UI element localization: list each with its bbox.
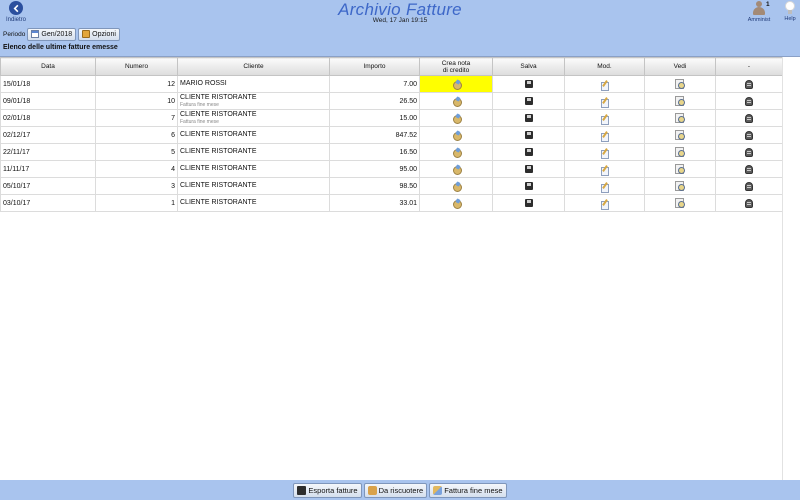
edit-icon[interactable] [601,80,609,89]
delete-icon[interactable] [745,114,753,123]
credit-note-icon[interactable] [452,80,461,89]
cell-salva[interactable] [493,144,565,161]
delete-icon[interactable] [745,182,753,191]
cell-importo: 847.52 [330,127,420,144]
cell-cliente [178,178,330,195]
cell-nota-credito[interactable] [420,76,493,93]
vertical-scrollbar[interactable] [782,57,800,480]
options-icon [82,30,90,38]
col-header-data[interactable]: Data [1,58,96,76]
month-end-invoice-label: Fattura fine mese [444,485,503,495]
view-icon[interactable] [675,198,685,208]
cell-nota-credito[interactable] [420,127,493,144]
cell-delete[interactable] [716,127,783,144]
save-icon[interactable] [525,199,533,207]
col-header-nota-credito[interactable] [420,58,493,76]
cell-salva[interactable] [493,110,565,127]
col-header-salva[interactable]: Salva [493,58,565,76]
cell-mod[interactable] [565,195,645,212]
cell-vedi[interactable] [645,127,716,144]
datetime: Wed, 17 Jan 19:15 [372,17,428,24]
cell-mod[interactable] [565,110,645,127]
cell-importo: 26.50 [330,93,420,110]
view-icon[interactable] [675,147,685,157]
delete-icon[interactable] [745,80,753,89]
save-icon[interactable] [525,131,533,139]
view-icon[interactable] [675,79,685,89]
cell-delete[interactable] [716,93,783,110]
export-invoices-button[interactable] [293,483,361,498]
client-name: CLIENTE RISTORANTE [180,199,257,206]
month-end-invoice-button[interactable] [429,483,506,498]
cell-numero: 12 [96,76,178,93]
edit-icon[interactable] [601,131,609,140]
cell-cliente [178,93,330,110]
view-icon[interactable] [675,181,685,191]
cell-importo: 95.00 [330,161,420,178]
edit-icon[interactable] [601,97,609,106]
cell-vedi[interactable] [645,144,716,161]
export-invoices-label: Esporta fatture [308,485,358,495]
cell-data: 02/12/17 [1,127,96,144]
edit-icon[interactable] [601,114,609,123]
period-button[interactable] [27,28,76,41]
cell-data: 11/11/17 [1,161,96,178]
edit-icon[interactable] [601,199,609,208]
table-row[interactable] [1,76,783,93]
user-icon [753,1,765,15]
cell-data: 02/01/18 [1,110,96,127]
period-label: Periodo [3,30,26,38]
cell-mod[interactable] [565,178,645,195]
delete-icon[interactable] [745,148,753,157]
client-subtitle: Fattura fine mese [180,119,219,125]
cell-importo: 15.00 [330,110,420,127]
cell-data: 22/11/17 [1,144,96,161]
cell-numero: 10 [96,93,178,110]
edit-icon[interactable] [601,165,609,174]
cell-delete[interactable] [716,161,783,178]
cell-data: 05/10/17 [1,178,96,195]
cell-delete[interactable] [716,144,783,161]
list-title: Elenco delle ultime fatture emesse [3,44,118,51]
col-header-vedi[interactable]: Vedi [645,58,716,76]
user-badge: 1 [766,1,770,8]
client-name: CLIENTE RISTORANTE [180,111,257,118]
cell-salva[interactable] [493,195,565,212]
help-label: Help [784,16,796,22]
edit-icon[interactable] [601,182,609,191]
cell-salva[interactable] [493,161,565,178]
calendar-icon [31,30,39,38]
header [0,0,800,56]
to-collect-button[interactable] [364,483,428,498]
cell-cliente [178,161,330,178]
credit-note-icon[interactable] [452,165,461,174]
options-button-label: Opzioni [92,30,116,38]
delete-icon[interactable] [745,97,753,106]
cell-cliente [178,195,330,212]
col-header-delete[interactable]: - [716,58,783,76]
cell-cliente [178,76,330,93]
cell-nota-credito[interactable] [420,195,493,212]
table-row[interactable] [1,144,783,161]
cell-salva[interactable] [493,178,565,195]
table-row[interactable] [1,195,783,212]
cell-numero: 5 [96,144,178,161]
cell-data: 15/01/18 [1,76,96,93]
save-icon[interactable] [525,97,533,105]
cell-data: 09/01/18 [1,93,96,110]
view-icon[interactable] [675,96,685,106]
col-header-cliente[interactable]: Cliente [178,58,330,76]
cell-numero: 1 [96,195,178,212]
client-subtitle: Fattura fine mese [180,102,219,108]
help-button[interactable] [780,1,800,22]
floppy-icon [297,486,306,495]
period-row [3,27,122,41]
cell-salva[interactable] [493,127,565,144]
save-icon[interactable] [525,165,533,173]
view-icon[interactable] [675,164,685,174]
cell-salva[interactable] [493,93,565,110]
cell-delete[interactable] [716,178,783,195]
table-row[interactable] [1,161,783,178]
cell-mod[interactable] [565,127,645,144]
cell-nota-credito[interactable] [420,144,493,161]
cell-nota-credito[interactable] [420,178,493,195]
cell-mod[interactable] [565,144,645,161]
cell-mod[interactable] [565,76,645,93]
cell-cliente [178,144,330,161]
delete-icon[interactable] [745,199,753,208]
credit-note-icon[interactable] [452,114,461,123]
cell-vedi[interactable] [645,76,716,93]
table-row[interactable] [1,178,783,195]
cell-data: 03/10/17 [1,195,96,212]
col-header-mod[interactable]: Mod. [565,58,645,76]
cell-importo: 33.01 [330,195,420,212]
table-row[interactable] [1,127,783,144]
back-label: Indietro [5,17,26,23]
client-name: CLIENTE RISTORANTE [180,165,257,172]
invoice-icon [433,486,442,495]
col-header-importo[interactable]: Importo [330,58,420,76]
cell-vedi[interactable] [645,110,716,127]
cell-importo: 98.50 [330,178,420,195]
save-icon[interactable] [525,148,533,156]
client-name: MARIO ROSSI [180,80,227,87]
delete-icon[interactable] [745,131,753,140]
table-header-row [1,58,783,76]
to-collect-label: Da riscuotere [378,485,424,495]
col-header-nota-line2: di credito [442,66,470,74]
save-icon[interactable] [525,114,533,122]
save-icon[interactable] [525,182,533,190]
footer-toolbar [0,480,800,500]
credit-note-icon[interactable] [452,97,461,106]
cell-delete[interactable] [716,195,783,212]
cell-delete[interactable] [716,76,783,93]
credit-note-icon[interactable] [452,199,461,208]
options-button[interactable] [78,28,120,41]
cell-vedi[interactable] [645,195,716,212]
credit-note-icon[interactable] [452,148,461,157]
save-icon[interactable] [525,80,533,88]
cell-vedi[interactable] [645,161,716,178]
cell-mod[interactable] [565,93,645,110]
table-body [1,76,783,212]
client-name: CLIENTE RISTORANTE [180,94,257,101]
period-button-label: Gen/2018 [41,30,73,38]
col-header-numero[interactable]: Numero [96,58,178,76]
credit-note-icon[interactable] [452,182,461,191]
table-row[interactable] [1,93,783,110]
edit-icon[interactable] [601,148,609,157]
cell-nota-credito[interactable] [420,110,493,127]
table-row[interactable] [1,110,783,127]
lightbulb-icon [785,1,795,14]
cell-mod[interactable] [565,161,645,178]
delete-icon[interactable] [745,165,753,174]
page-title: Archivio Fatture [338,0,462,19]
cell-numero: 6 [96,127,178,144]
cell-nota-credito[interactable] [420,161,493,178]
cell-cliente [178,110,330,127]
view-icon[interactable] [675,130,685,140]
cell-importo: 16.50 [330,144,420,161]
cell-numero: 3 [96,178,178,195]
cell-cliente [178,127,330,144]
cell-nota-credito[interactable] [420,93,493,110]
cell-numero: 7 [96,110,178,127]
view-icon[interactable] [675,113,685,123]
cell-importo: 7.00 [330,76,420,93]
cell-vedi[interactable] [645,93,716,110]
client-name: CLIENTE RISTORANTE [180,148,257,155]
invoice-table [0,57,783,212]
client-name: CLIENTE RISTORANTE [180,131,257,138]
col-header-nota-line1: Crea nota [441,59,471,67]
cell-delete[interactable] [716,110,783,127]
invoice-table-area [0,56,800,480]
user-label: Amminist [747,17,771,23]
cell-vedi[interactable] [645,178,716,195]
credit-note-icon[interactable] [452,131,461,140]
cell-salva[interactable] [493,76,565,93]
client-name: CLIENTE RISTORANTE [180,182,257,189]
cell-numero: 4 [96,161,178,178]
money-icon [368,486,377,495]
